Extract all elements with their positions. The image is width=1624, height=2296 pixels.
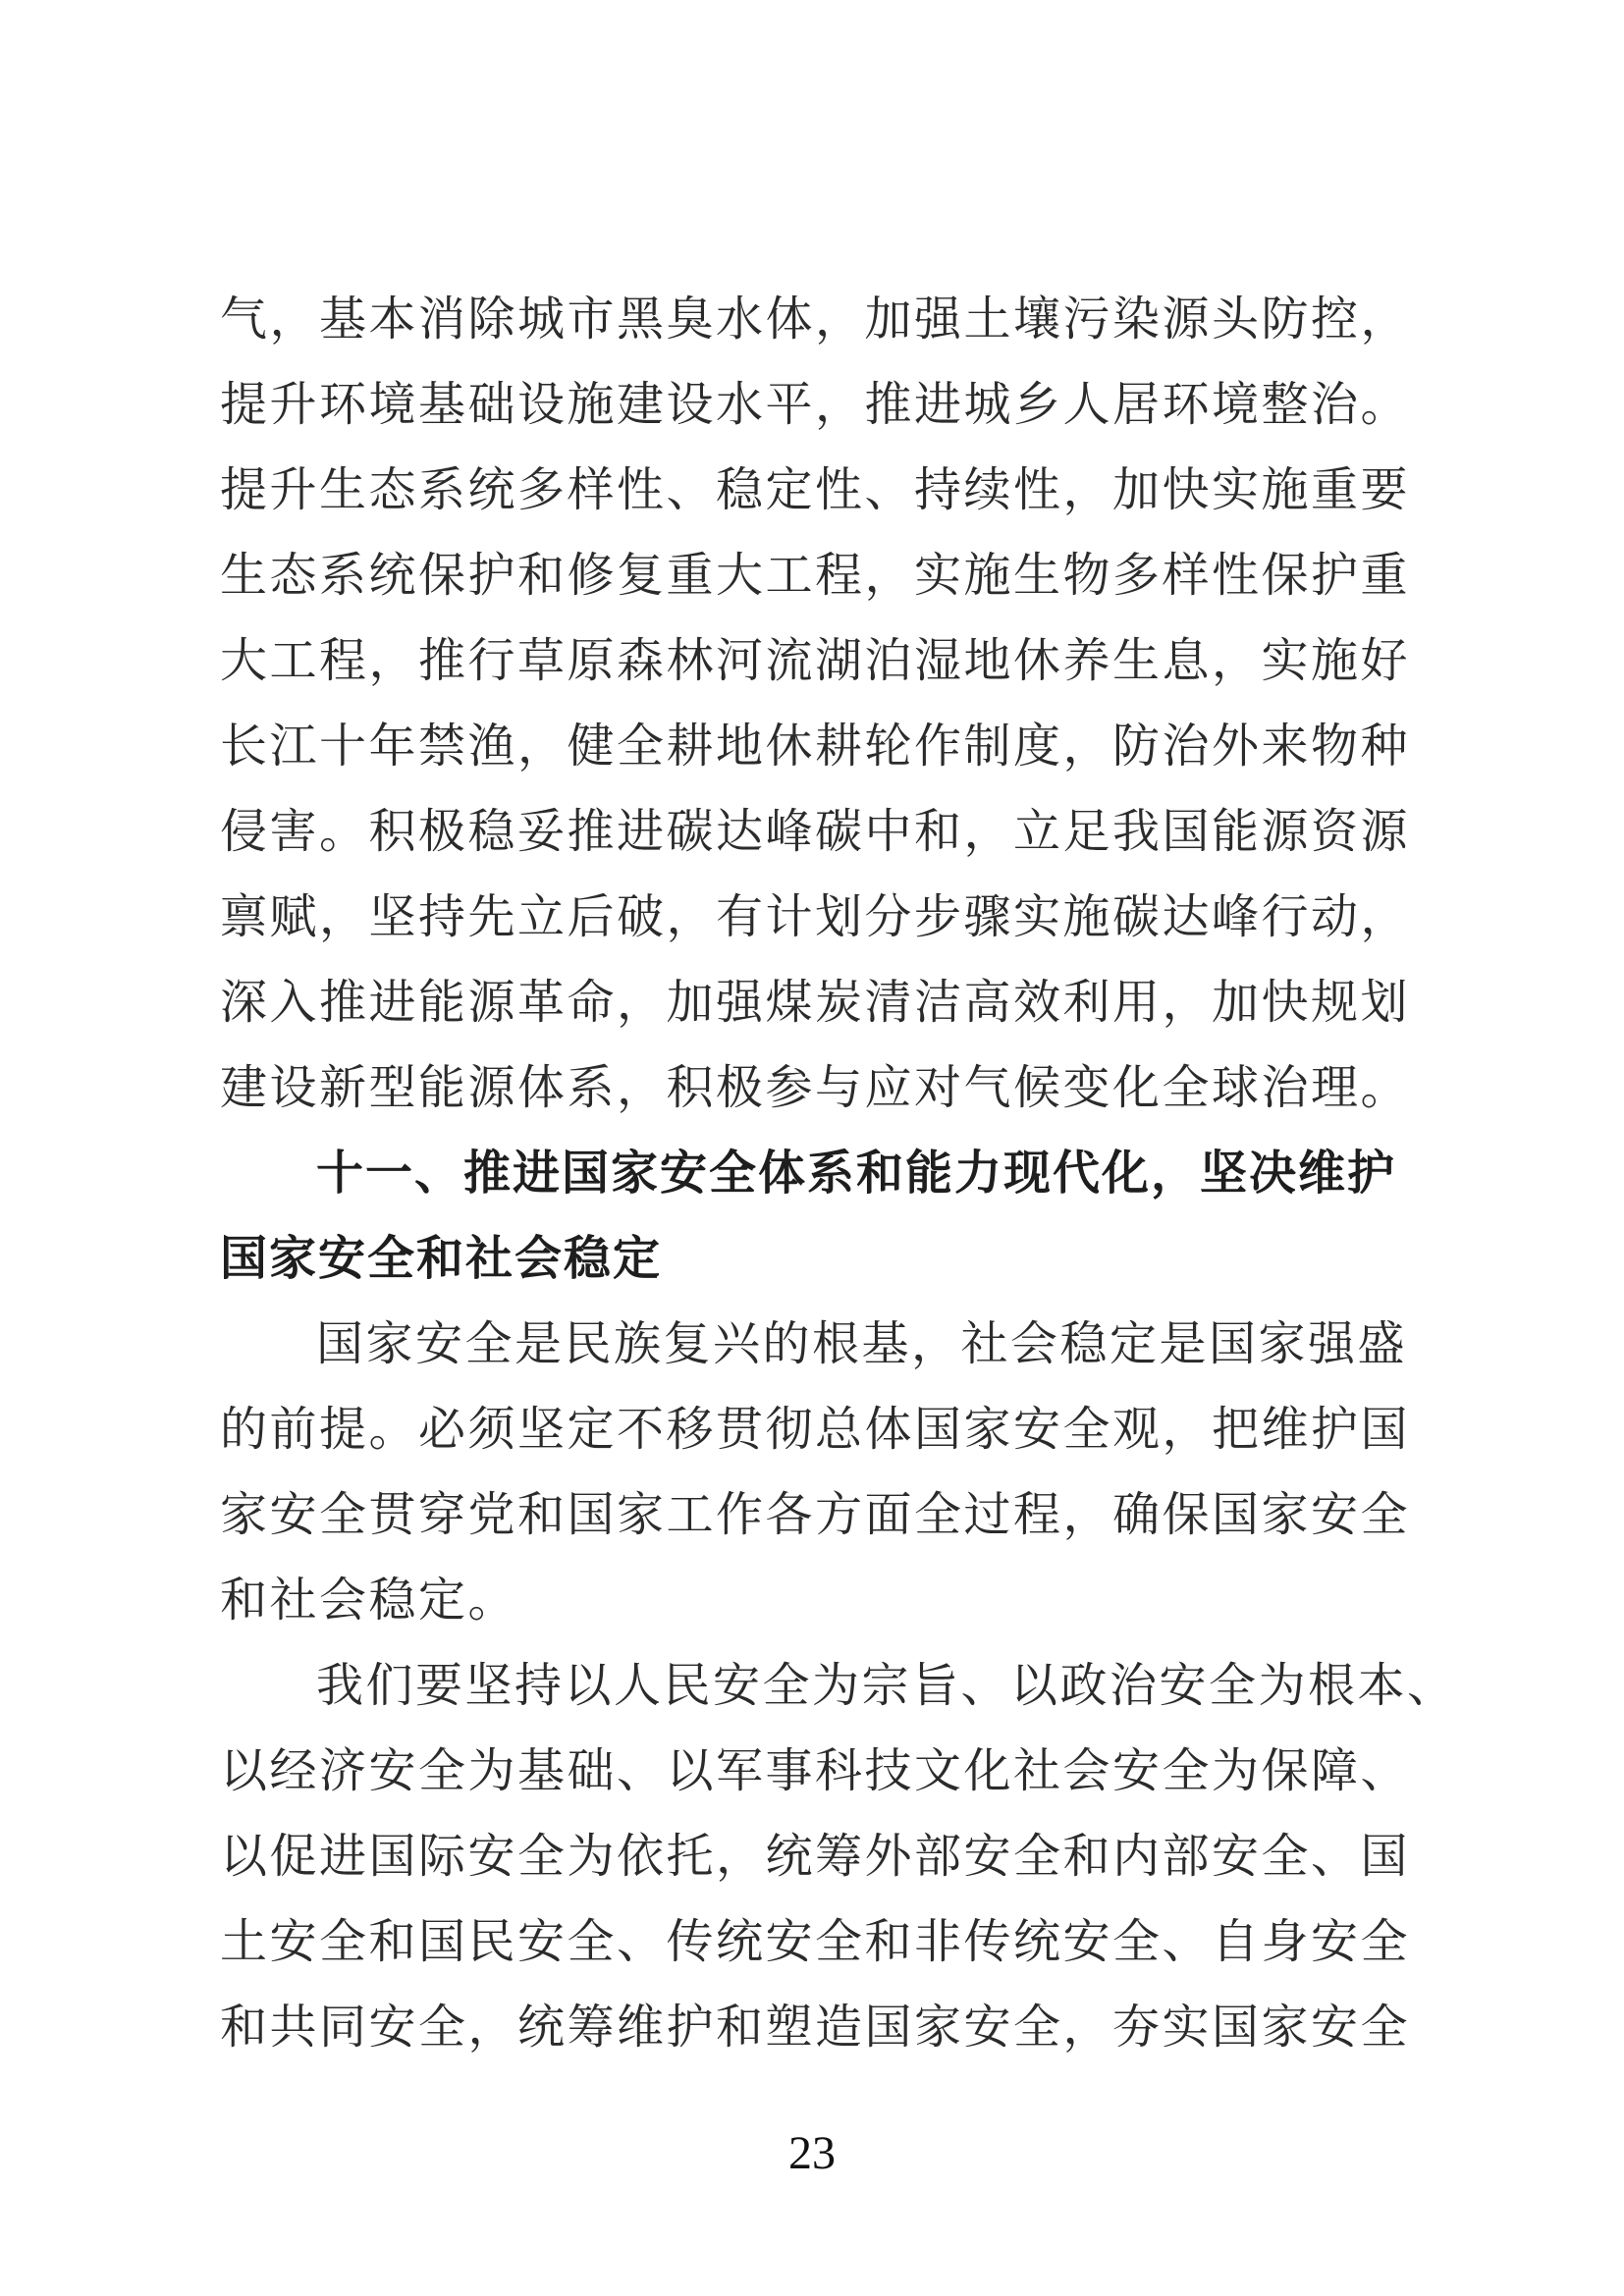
text-line: 我们要坚持以人民安全为宗旨、以政治安全为根本、: [316, 1660, 1457, 1712]
text-line: 禀赋，坚持先立后破，有计划分步骤实施碳达峰行动，: [220, 891, 1411, 943]
text-line: 和共同安全，统筹维护和塑造国家安全，夯实国家安全: [220, 2002, 1411, 2054]
text-line: 以经济安全为基础、以军事科技文化社会安全为保障、: [220, 1745, 1411, 1797]
text-line: 生态系统保护和修复重大工程，实施生物多样性保护重: [220, 550, 1411, 602]
text-line: 长江十年禁渔，健全耕地休耕轮作制度，防治外来物种: [220, 721, 1411, 773]
text-line: 土安全和国民安全、传统安全和非传统安全、自身安全: [220, 1916, 1411, 1968]
text-line: 提升生态系统多样性、稳定性、持续性，加快实施重要: [220, 464, 1411, 516]
text-line: 侵害。积极稳妥推进碳达峰碳中和，立足我国能源资源: [220, 806, 1411, 858]
text-line: 气，基本消除城市黑臭水体，加强土壤污染源头防控，: [220, 294, 1411, 346]
text-line: 的前提。必须坚定不移贯彻总体国家安全观，把维护国: [220, 1404, 1411, 1456]
text-line: 提升环境基础设施建设水平，推进城乡人居环境整治。: [220, 379, 1411, 431]
page-number: 23: [788, 2127, 836, 2179]
text-line: 深入推进能源革命，加强煤炭清洁高效利用，加快规划: [220, 977, 1411, 1029]
text-line: 家安全贯穿党和国家工作各方面全过程，确保国家安全: [220, 1489, 1411, 1541]
heading-line: 十一、推进国家安全体系和能力现代化，坚决维护: [316, 1148, 1397, 1200]
heading-line: 国家安全和社会稳定: [220, 1233, 663, 1285]
document-body: [220, 277, 1457, 2070]
text-line: 建设新型能源体系，积极参与应对气候变化全球治理。: [220, 1062, 1411, 1114]
text-line: 大工程，推行草原森林河流湖泊湿地休养生息，实施好: [220, 635, 1411, 687]
text-line: 国家安全是民族复兴的根基，社会稳定是国家强盛: [316, 1318, 1408, 1370]
text-line: 和社会稳定。: [220, 1575, 518, 1627]
text-line: 以促进国际安全为依托，统筹外部安全和内部安全、国: [220, 1831, 1411, 1883]
